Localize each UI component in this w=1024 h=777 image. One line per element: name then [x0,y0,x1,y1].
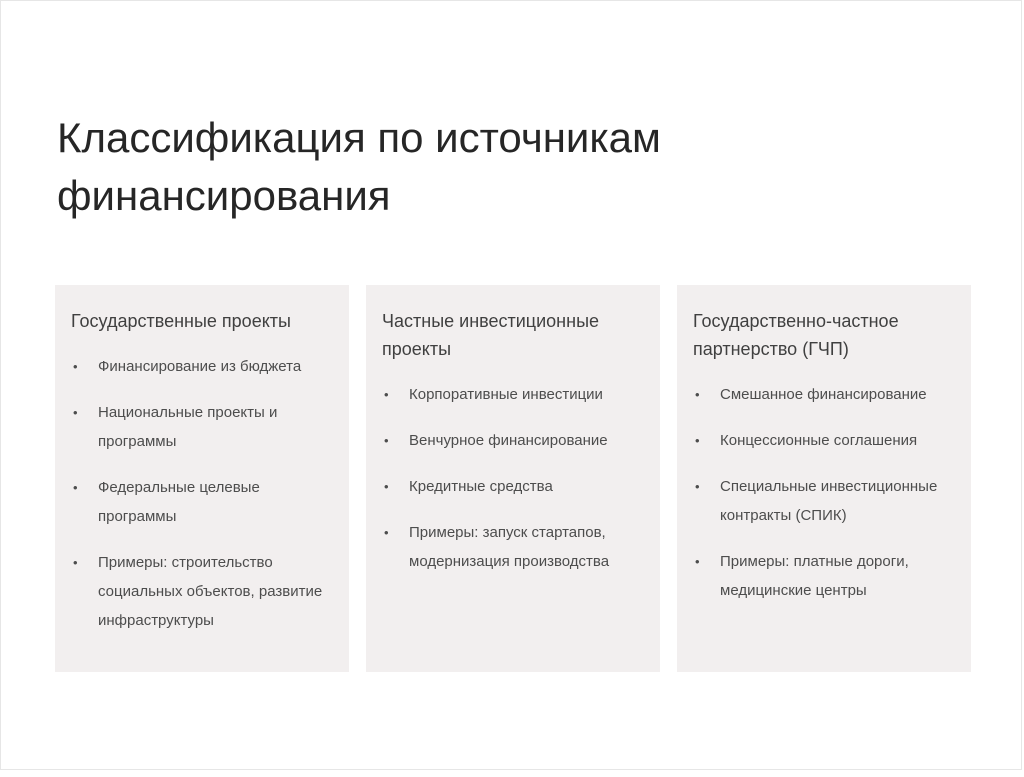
card-heading: Государственно-частное партнерство (ГЧП) [693,311,899,359]
list-item-text: Венчурное финансирование [409,432,608,449]
bullet-icon: • [695,387,700,402]
list-item [71,548,331,635]
list-item [382,426,642,455]
list-item-text: Примеры: платные дороги, медицинские центры [720,553,909,599]
list-item-text: Финансирование из бюджета [98,358,302,375]
bullet-icon: • [384,479,389,494]
list-item-text: Кредитные средства [409,478,553,495]
card-heading: Государственные проекты [71,311,291,331]
bullet-icon: • [73,359,78,374]
card-heading: Частные инвестиционные проекты [382,311,600,359]
list-item [71,473,331,531]
card-government-projects [55,285,349,672]
list-item-text: Концессионные соглашения [720,432,918,449]
card-list [693,380,953,605]
list-item-text: Национальные проекты и программы [98,404,278,450]
bullet-icon: • [695,554,700,569]
bullet-icon: • [384,433,389,448]
list-item [71,398,331,456]
list-item [693,426,953,455]
list-item [693,547,953,605]
list-item-text: Смешанное финансирование [720,386,927,403]
card-list [382,380,642,576]
list-item [382,518,642,576]
card-private-projects [366,285,660,672]
list-item [382,380,642,409]
list-item-text: Специальные инвестиционные контракты (СПИК) [720,478,938,524]
bullet-icon: • [73,555,78,570]
card-list [71,352,331,635]
list-item-text: Примеры: запуск стартапов, модернизация производства [409,524,610,570]
slide-title: Классификация по источникам финансирования [57,114,661,219]
list-item [71,352,331,381]
card-ppp-projects [677,285,971,672]
list-item-text: Корпоративные инвестиции [409,386,603,403]
list-item [693,472,953,530]
bullet-icon: • [384,387,389,402]
list-item [693,380,953,409]
bullet-icon: • [73,480,78,495]
bullet-icon: • [695,479,700,494]
list-item [382,472,642,501]
bullet-icon: • [384,525,389,540]
bullet-icon: • [695,433,700,448]
list-item-text: Федеральные целевые программы [98,479,260,525]
list-item-text: Примеры: строительство социальных объектов, развитие инфраструктуры [98,554,323,629]
bullet-icon: • [73,405,78,420]
